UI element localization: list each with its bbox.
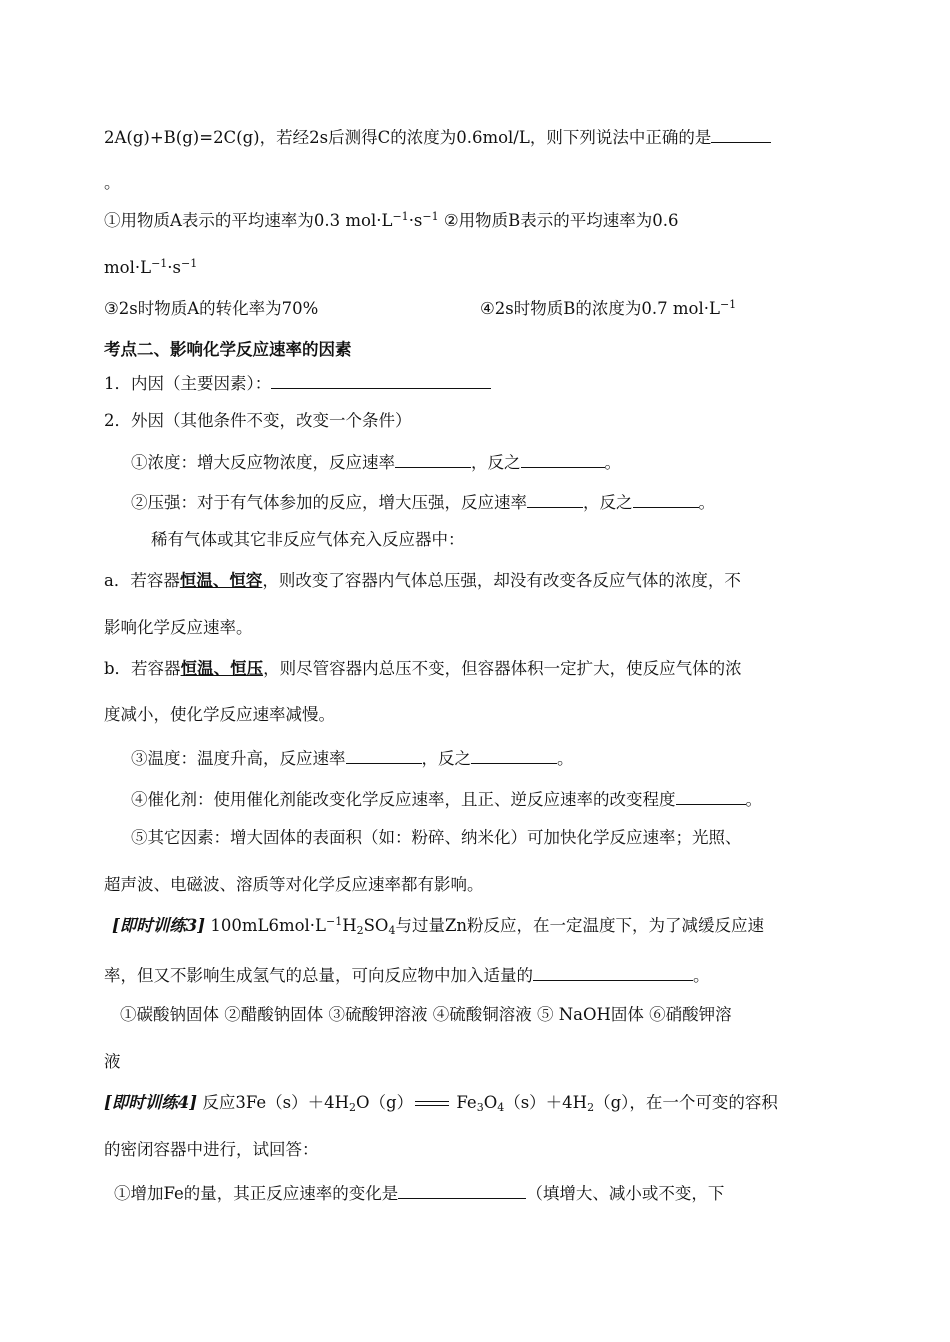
concentration-line: ①浓度：增大反应物浓度，反应速率 ，反之 。 bbox=[131, 449, 621, 474]
external-factor-line: 2．外因（其他条件不变，改变一个条件） bbox=[104, 411, 412, 430]
reversible-arrow-icon bbox=[415, 1099, 449, 1109]
concentration-blank-1[interactable] bbox=[395, 449, 471, 468]
question-stem-end: 。 bbox=[104, 173, 121, 192]
training-3-blank[interactable] bbox=[533, 962, 693, 981]
concentration-blank-2[interactable] bbox=[521, 449, 605, 468]
other-factors-line-1: ⑤其它因素：增大固体的表面积（如：粉碎、纳米化）可加快化学反应速率；光照、 bbox=[131, 828, 742, 847]
training-4-blank-1[interactable] bbox=[398, 1180, 526, 1199]
answer-blank[interactable] bbox=[711, 124, 771, 143]
case-b-line-2: 度减小，使化学反应速率减慢。 bbox=[104, 705, 335, 724]
option-3: ③2s时物质A的转化率为70% bbox=[104, 299, 319, 318]
question-stem-line: 2A(g)+B(g)=2C(g)，若经2s后测得C的浓度为0.6mol/L，则下列说法中正确的是 bbox=[104, 124, 771, 149]
training-4-line-1: [即时训练4] 反应$3Fe(s)+4H_2O(g)$ $Fe_3O_4(s)+4H_2(g)$，在一个可变的容积 bbox=[104, 1093, 778, 1114]
training-3-options: ①碳酸钠固体 ②醋酸钠固体 ③硫酸钾溶液 ④硫酸铜溶液 ⑤ NaOH固体 ⑥硝酸钾溶 bbox=[120, 1005, 732, 1024]
case-a-line-2: 影响化学反应速率。 bbox=[104, 618, 253, 637]
training-3-line-1: [即时训练3] $100mL6mol\cdot L^{-1}H_2SO_4$与过量Zn粉反应，在一定温度下，为了减缓反应速 bbox=[112, 915, 765, 937]
case-b-line-1: b．若容器恒温、恒压，则尽管容器内总压不变，但容器体积一定扩大，使反应气体的浓 bbox=[104, 659, 742, 678]
internal-factor-line: 1．内因（主要因素）： bbox=[104, 370, 491, 395]
temperature-line: ③温度：温度升高，反应速率 ，反之 。 bbox=[131, 745, 574, 770]
option-4: ④2s时物质B的浓度为0.7 $mol\cdot L^{-1}$ bbox=[480, 298, 737, 318]
catalyst-blank[interactable] bbox=[676, 786, 746, 805]
case-a-line-1: a．若容器恒温、恒容，则改变了容器内气体总压强，却没有改变各反应气体的浓度，不 bbox=[104, 571, 741, 590]
temperature-blank-1[interactable] bbox=[346, 745, 422, 764]
training-3-line-2: 率，但又不影响生成氢气的总量，可向反应物中加入适量的 。 bbox=[104, 962, 710, 987]
option-line-1: ①用物质A表示的平均速率为0.3 $mol\cdot L^{-1}\cdot s^{-1}$ ②用物质B表示的平均速率为0.6 bbox=[104, 210, 679, 230]
pressure-line: ②压强：对于有气体参加的反应，增大压强，反应速率 ，反之 。 bbox=[131, 489, 715, 514]
temperature-blank-2[interactable] bbox=[471, 745, 557, 764]
pressure-blank-2[interactable] bbox=[633, 489, 699, 508]
inert-gas-line: 稀有气体或其它非反应气体充入反应器中： bbox=[151, 530, 465, 549]
training-3-options-end: 液 bbox=[104, 1052, 121, 1071]
training-4-line-2: 的密闭容器中进行，试回答： bbox=[104, 1140, 319, 1159]
section-heading: 考点二、影响化学反应速率的因素 bbox=[104, 340, 352, 359]
catalyst-line: ④催化剂：使用催化剂能改变化学反应速率，且正、逆反应速率的改变程度 。 bbox=[131, 786, 762, 811]
training-4-question-1: ①增加Fe的量，其正反应速率的变化是 （填增大、减小或不变，下 bbox=[114, 1180, 724, 1205]
pressure-blank-1[interactable] bbox=[527, 489, 583, 508]
other-factors-line-2: 超声波、电磁波、溶质等对化学反应速率都有影响。 bbox=[104, 875, 484, 894]
internal-factor-blank[interactable] bbox=[271, 370, 491, 389]
option-line-2: $mol\cdot L^{-1}\cdot s^{-1}$ bbox=[104, 257, 198, 277]
